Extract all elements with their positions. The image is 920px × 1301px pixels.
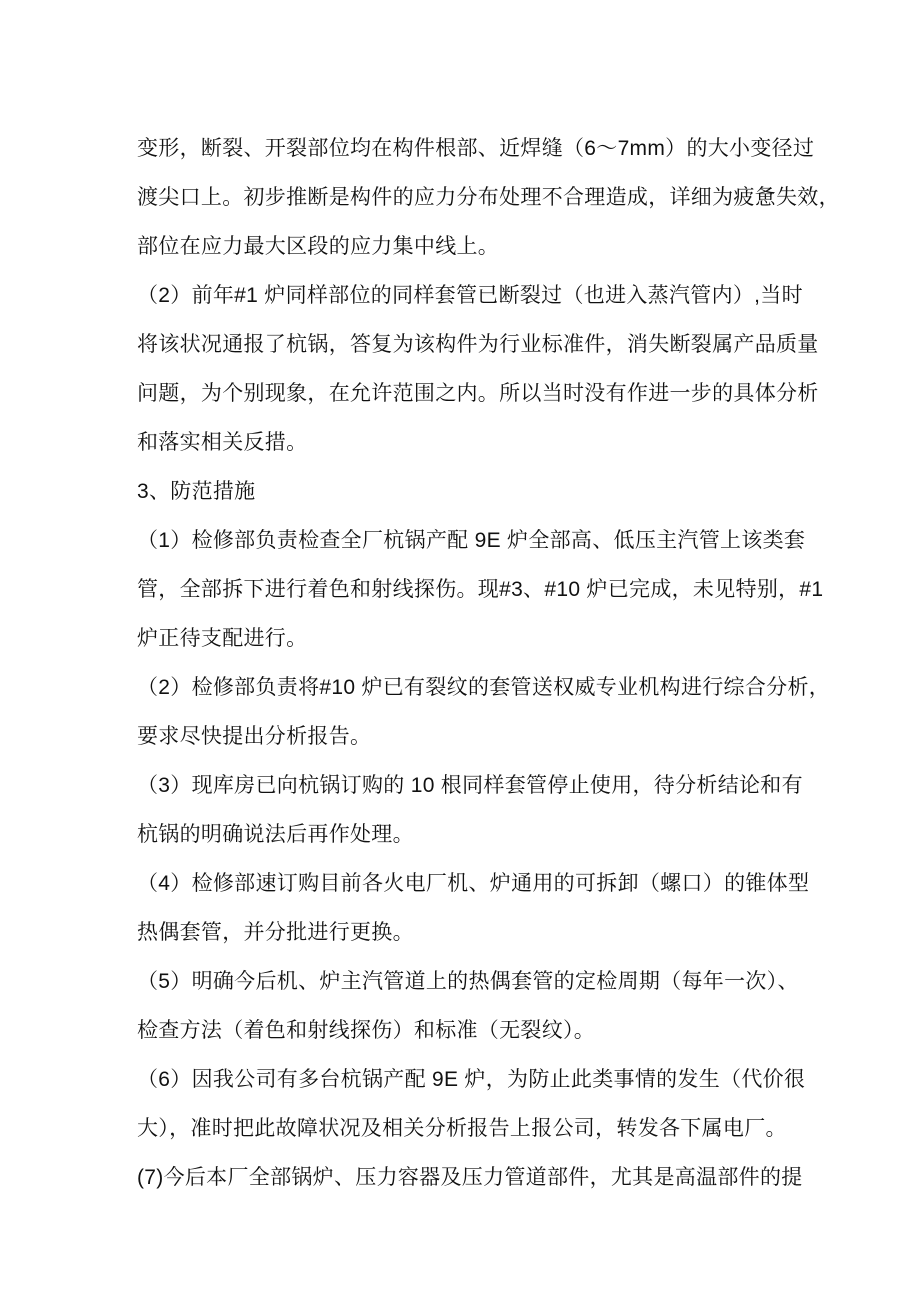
text-line: 管，全部拆下进行着色和射线探伤。现#3、#10 炉已完成，未见特别，#1 xyxy=(137,578,824,601)
text-line: （5）明确今后机、炉主汽管道上的热偶套管的定检周期（每年一次）、 xyxy=(137,970,799,993)
paragraph xyxy=(137,271,817,467)
text-line: 变形，断裂、开裂部位均在构件根部、近焊缝（6～7mm）的大小变径过 xyxy=(137,137,815,160)
text-line: （1）检修部负责检查全厂杭锅产配 9E 炉全部高、低压主汽管上该类套 xyxy=(137,529,806,552)
paragraph xyxy=(137,1055,817,1153)
text-line: 炉正待支配进行。 xyxy=(137,627,308,650)
text-line: （4）检修部速订购目前各火电厂机、炉通用的可拆卸（螺口）的锥体型 xyxy=(137,872,810,895)
text-line: 部位在应力最大区段的应力集中线上。 xyxy=(137,235,500,258)
text-line: （2）前年#1 炉同样部位的同样套管已断裂过（也进入蒸汽管内）,当时 xyxy=(137,284,803,307)
text-line: 渡尖口上。初步推断是构件的应力分布处理不合理造成，详细为疲惫失效， xyxy=(137,186,840,209)
paragraph xyxy=(137,124,840,271)
text-line: 杭锅的明确说法后再作处理。 xyxy=(137,823,414,846)
text-line: 大），准时把此故障状况及相关分析报告上报公司，转发各下属电厂。 xyxy=(137,1117,787,1140)
document-body xyxy=(137,124,840,1202)
text-line: 3、防范措施 xyxy=(137,480,256,503)
paragraph xyxy=(137,467,817,516)
paragraph xyxy=(137,1153,817,1202)
text-line: (7)今后本厂全部锅炉、压力容器及压力管道部件，尤其是高温部件的提 xyxy=(137,1166,803,1189)
text-line: （6）因我公司有多台杭锅产配 9E 炉，为防止此类事情的发生（代价很 xyxy=(137,1068,806,1091)
paragraph xyxy=(137,663,831,761)
text-line: 检查方法（着色和射线探伤）和标准（无裂纹）。 xyxy=(137,1019,596,1042)
text-line: 要求尽快提出分析报告。 xyxy=(137,725,372,748)
paragraph xyxy=(137,957,817,1055)
text-line: 问题，为个别现象，在允许范围之内。所以当时没有作进一步的具体分析 xyxy=(137,382,819,405)
paragraph xyxy=(137,516,824,663)
paragraph xyxy=(137,761,817,859)
paragraph xyxy=(137,859,817,957)
text-line: 和落实相关反措。 xyxy=(137,431,308,454)
text-line: （2）检修部负责将#10 炉已有裂纹的套管送权威专业机构进行综合分析， xyxy=(137,676,831,699)
text-line: 热偶套管，并分批进行更换。 xyxy=(137,921,414,944)
text-line: 将该状况通报了杭锅，答复为该构件为行业标准件，消失断裂属产品质量 xyxy=(137,333,819,356)
text-line: （3）现库房已向杭锅订购的 10 根同样套管停止使用，待分析结论和有 xyxy=(137,774,803,797)
